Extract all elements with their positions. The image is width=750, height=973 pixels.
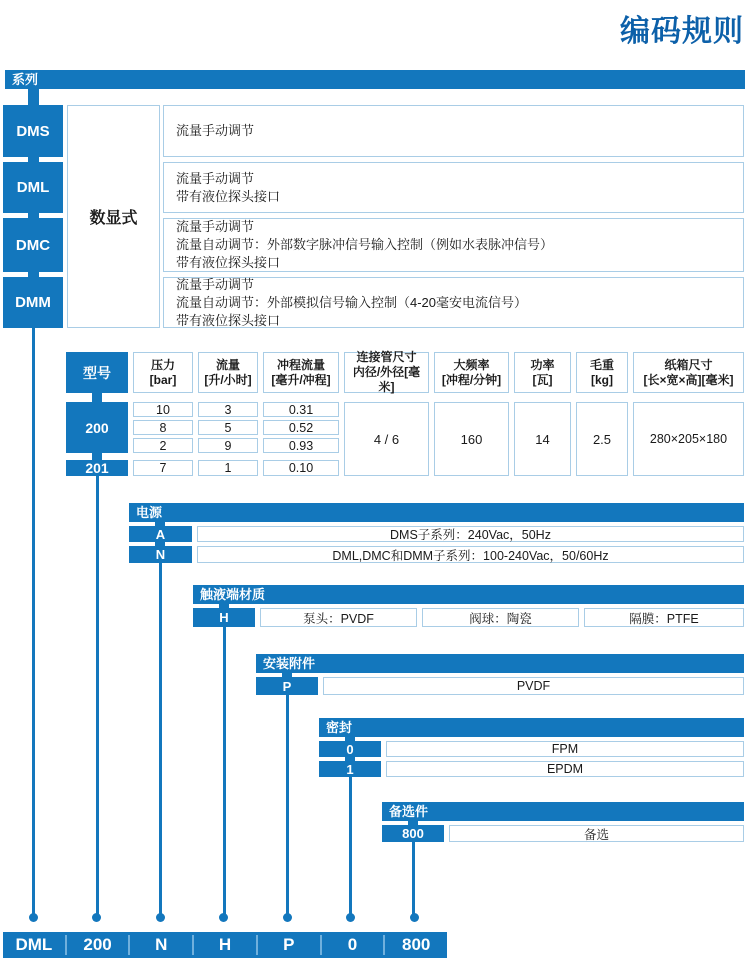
table-cell: 2 bbox=[133, 438, 193, 453]
code-segment-seal: 0 bbox=[347, 935, 358, 954]
model-201-cell: 201 bbox=[66, 460, 128, 476]
connector-dot-model bbox=[92, 913, 101, 922]
code-segment-power: N bbox=[155, 935, 168, 954]
series-type-box bbox=[67, 105, 160, 328]
options-section-header: 备选件 bbox=[382, 802, 744, 821]
series-key-dmc: DMC bbox=[3, 218, 63, 272]
mounting-key-p: P bbox=[256, 677, 318, 695]
table-cell: 5 bbox=[198, 420, 258, 435]
connector-line-series bbox=[32, 328, 35, 915]
seal-key-0: 0 bbox=[319, 741, 381, 757]
code-segment-model: 200 bbox=[83, 935, 112, 954]
col-header-power: 功率 [瓦] bbox=[514, 352, 571, 393]
table-cell: 0.10 bbox=[263, 460, 339, 476]
code-segment-mounting: P bbox=[283, 935, 295, 954]
table-cell: 0.52 bbox=[263, 420, 339, 435]
seal-desc-0: FPM bbox=[386, 741, 744, 757]
col-header-stroke-volume: 冲程流量 [毫升/冲程] bbox=[263, 352, 339, 393]
wetted-part-pumphead: 泵头：PVDF bbox=[260, 608, 417, 627]
shared-cell-power: 14 bbox=[514, 402, 571, 476]
connector-dot-power bbox=[156, 913, 165, 922]
options-key-800: 800 bbox=[382, 825, 444, 842]
code-segment-series: DML bbox=[15, 935, 53, 954]
table-cell: 0.93 bbox=[263, 438, 339, 453]
series-key-dmm: DMM bbox=[3, 277, 63, 328]
mounting-desc: PVDF bbox=[323, 677, 744, 695]
spec-table-model-header: 型号 bbox=[66, 352, 128, 393]
connector-dot-seal bbox=[346, 913, 355, 922]
shared-cell-weight: 2.5 bbox=[576, 402, 628, 476]
wetted-part-valveball: 阀球：陶瓷 bbox=[422, 608, 579, 627]
code-segment-options: 800 bbox=[401, 935, 431, 954]
connector-dot-options bbox=[410, 913, 419, 922]
connector-line-seal bbox=[349, 777, 352, 915]
table-cell: 8 bbox=[133, 420, 193, 435]
col-header-pressure: 压力 [bar] bbox=[133, 352, 193, 393]
shared-cell-frequency: 160 bbox=[434, 402, 509, 476]
table-cell: 3 bbox=[198, 402, 258, 417]
power-desc-n: DML,DMC和DMM子系列：100-240Vac，50/60Hz bbox=[197, 546, 744, 563]
connector-line-model bbox=[96, 476, 99, 915]
series-key-dml: DML bbox=[3, 162, 63, 213]
connector-tick bbox=[28, 89, 39, 105]
power-key-n: N bbox=[129, 546, 192, 563]
table-cell: 0.31 bbox=[263, 402, 339, 417]
model-200-cell: 200 bbox=[66, 402, 128, 453]
connector-line-wetted bbox=[223, 627, 226, 915]
shared-cell-carton: 280×205×180 bbox=[633, 402, 744, 476]
series-section-header: 系列 bbox=[5, 70, 745, 89]
series-desc-dml: 流量手动调节 带有液位探头接口 bbox=[163, 162, 744, 213]
connector-dot-series bbox=[29, 913, 38, 922]
col-header-weight: 毛重 [kg] bbox=[576, 352, 628, 393]
col-header-flow: 流量 [升/小时] bbox=[198, 352, 258, 393]
connector-dot-mounting bbox=[283, 913, 292, 922]
wetted-section-header: 触液端材质 bbox=[193, 585, 744, 604]
seal-key-1: 1 bbox=[319, 761, 381, 777]
col-header-carton-size: 纸箱尺寸 [长×宽×高][毫米] bbox=[633, 352, 744, 393]
power-section-header: 电源 bbox=[129, 503, 744, 522]
series-desc-dmc: 流量手动调节 流量自动调节：外部数字脉冲信号输入控制（例如水表脉冲信号） 带有液位探头接口 bbox=[163, 218, 744, 272]
connector-line-mounting bbox=[286, 695, 289, 915]
series-key-dms: DMS bbox=[3, 105, 63, 157]
power-key-a: A bbox=[129, 526, 192, 542]
shared-cell-pipe: 4 / 6 bbox=[344, 402, 429, 476]
series-desc-dms: 流量手动调节 bbox=[163, 105, 744, 157]
table-cell: 7 bbox=[133, 460, 193, 476]
connector-dot-wetted bbox=[219, 913, 228, 922]
seal-desc-1: EPDM bbox=[386, 761, 744, 777]
table-cell: 1 bbox=[198, 460, 258, 476]
connector-line-options bbox=[412, 842, 415, 915]
table-cell: 9 bbox=[198, 438, 258, 453]
code-segment-wetted: H bbox=[218, 935, 232, 954]
connector-tick bbox=[92, 453, 102, 460]
power-desc-a: DMS子系列：240Vac，50Hz bbox=[197, 526, 744, 542]
table-cell: 10 bbox=[133, 402, 193, 417]
page-title: 编码规则 bbox=[620, 15, 744, 48]
series-type-label: 数显式 bbox=[89, 210, 138, 227]
wetted-part-diaphragm: 隔膜：PTFE bbox=[584, 608, 744, 627]
mounting-section-header: 安装附件 bbox=[256, 654, 744, 673]
series-desc-dmm: 流量手动调节 流量自动调节：外部模拟信号输入控制（4-20毫安电流信号） 带有液位探头接口 bbox=[163, 277, 744, 328]
seal-section-header: 密封 bbox=[319, 718, 744, 737]
options-desc: 备选 bbox=[449, 825, 744, 842]
connector-tick bbox=[92, 393, 102, 402]
example-code-bar bbox=[3, 932, 447, 958]
wetted-key-h: H bbox=[193, 608, 255, 627]
col-header-max-frequency: 大频率 [冲程/分钟] bbox=[434, 352, 509, 393]
col-header-pipe-size: 连接管尺寸 内径/外径[毫米] bbox=[344, 352, 429, 393]
connector-line-power bbox=[159, 563, 162, 915]
